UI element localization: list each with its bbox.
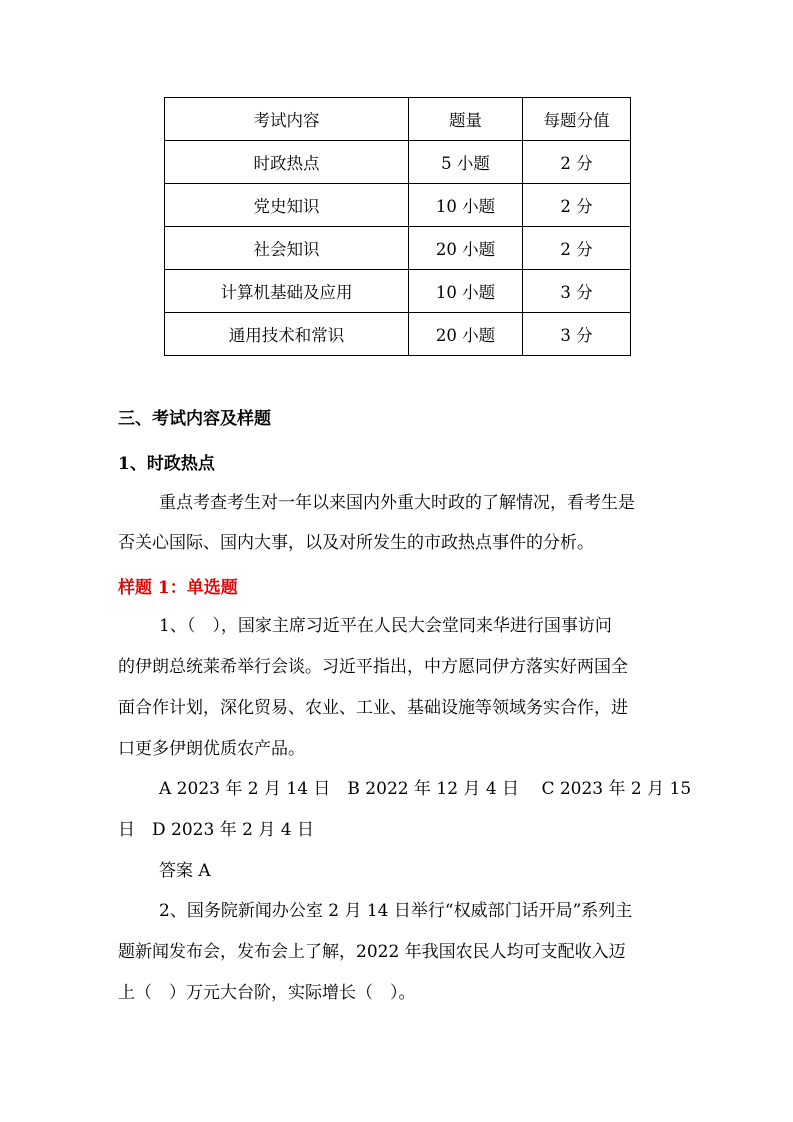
table-cell: 计算机基础及应用 — [165, 270, 409, 313]
table-cell: 5 小题 — [409, 141, 523, 184]
table-cell: 通用技术和常识 — [165, 313, 409, 356]
table-header-cell: 每题分值 — [523, 98, 631, 141]
table-cell: 2 分 — [523, 184, 631, 227]
table-cell: 社会知识 — [165, 227, 409, 270]
question-text-line: 上（ ）万元大台阶，实际增长（ ）。 — [118, 983, 416, 1003]
question-text-line: 的伊朗总统莱希举行会谈。习近平指出，中方愿同伊方落实好两国全 — [118, 657, 628, 677]
table-header-cell: 题量 — [409, 98, 523, 141]
table-row — [165, 313, 631, 356]
answer-text: 答案 A — [159, 861, 211, 881]
table-row — [165, 184, 631, 227]
table-cell: 2 分 — [523, 141, 631, 184]
intro-paragraph-line: 否关心国际、国内大事，以及对所发生的市政热点事件的分析。 — [118, 533, 594, 553]
table-cell: 20 小题 — [409, 313, 523, 356]
table-row — [165, 270, 631, 313]
subsection-heading: 1、时政热点 — [118, 454, 215, 474]
table-cell: 10 小题 — [409, 270, 523, 313]
question-text-line: 题新闻发布会，发布会上了解，2022 年我国农民人均可支配收入迈 — [118, 942, 626, 962]
table-row — [165, 227, 631, 270]
table-cell: 20 小题 — [409, 227, 523, 270]
question-text-line: 1、（ ），国家主席习近平在人民大会堂同来华进行国事访问 — [159, 616, 612, 636]
answer-options-line: A 2023 年 2 月 14 日 B 2022 年 12 月 4 日 C 2023 年 2 月 15 — [159, 779, 692, 799]
question-text-line: 2、国务院新闻办公室 2 月 14 日举行“权威部门话开局”系列主 — [159, 901, 633, 921]
intro-paragraph-line: 重点考查考生对一年以来国内外重大时政的了解情况，看考生是 — [159, 493, 635, 513]
sample-question-label: 样题 1：单选题 — [118, 578, 238, 598]
question-text-line: 口更多伊朗优质农产品。 — [118, 739, 305, 759]
table-cell: 党史知识 — [165, 184, 409, 227]
section-heading: 三、考试内容及样题 — [118, 409, 271, 429]
question-text-line: 面合作计划，深化贸易、农业、工业、基础设施等领域务实合作，进 — [118, 698, 628, 718]
table-cell: 2 分 — [523, 227, 631, 270]
table-cell: 3 分 — [523, 313, 631, 356]
table-cell: 3 分 — [523, 270, 631, 313]
exam-score-table — [164, 97, 631, 356]
table-cell: 时政热点 — [165, 141, 409, 184]
table-row — [165, 141, 631, 184]
table-header-row — [165, 98, 631, 141]
table-header-cell: 考试内容 — [165, 98, 409, 141]
answer-options-line: 日 D 2023 年 2 月 4 日 — [118, 820, 314, 840]
table-cell: 10 小题 — [409, 184, 523, 227]
